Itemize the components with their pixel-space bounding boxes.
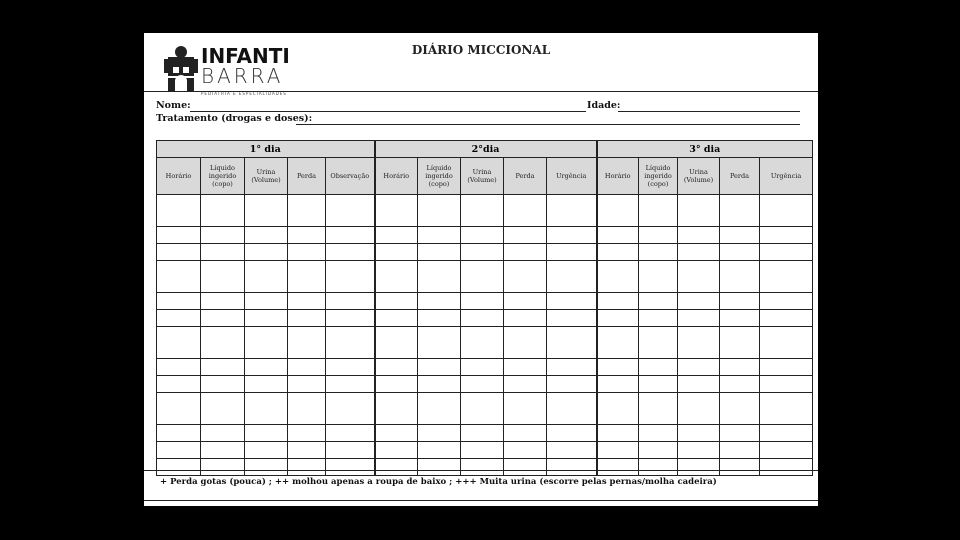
entry-cell[interactable] [461,393,504,425]
entry-cell[interactable] [245,293,288,310]
entry-cell[interactable] [326,359,375,376]
entry-cell[interactable] [418,261,461,293]
entry-cell[interactable] [504,425,547,442]
entry-cell[interactable] [760,310,813,327]
entry-cell[interactable] [597,327,639,359]
entry-cell[interactable] [461,425,504,442]
entry-cell[interactable] [375,195,418,227]
entry-cell[interactable] [639,261,678,293]
entry-cell[interactable] [597,442,639,459]
entry-cell[interactable] [597,261,639,293]
entry-cell[interactable] [288,244,326,261]
entry-cell[interactable] [326,227,375,244]
entry-cell[interactable] [288,459,326,476]
entry-cell[interactable] [375,327,418,359]
entry-cell[interactable] [597,425,639,442]
entry-cell[interactable] [461,459,504,476]
entry-cell[interactable] [639,442,678,459]
table-row [157,227,813,244]
entry-cell[interactable] [326,244,375,261]
entry-cell[interactable] [326,376,375,393]
entry-cell[interactable] [288,359,326,376]
entry-cell[interactable] [678,425,720,442]
table-row [157,425,813,442]
entry-cell[interactable] [245,442,288,459]
col-urgencia-d2: Urgência [547,158,597,195]
entry-cell[interactable] [597,310,639,327]
entry-cell[interactable] [597,459,639,476]
entry-cell[interactable] [547,244,597,261]
entry-cell[interactable] [504,227,547,244]
col-observacao-d1: Observação [326,158,375,195]
entry-cell[interactable] [157,442,201,459]
col-liquido-d1: Líquido ingerido (copo) [201,158,245,195]
entry-cell[interactable] [326,425,375,442]
entry-cell[interactable] [639,244,678,261]
entry-cell[interactable] [245,227,288,244]
entry-cell[interactable] [157,261,201,293]
entry-cell[interactable] [157,376,201,393]
entry-cell[interactable] [326,459,375,476]
entry-cell[interactable] [720,195,760,227]
entry-cell[interactable] [597,195,639,227]
entry-cell[interactable] [201,442,245,459]
entry-cell[interactable] [245,327,288,359]
entry-cell[interactable] [288,425,326,442]
miccional-table [156,140,813,476]
day1-header: 1° dia [157,141,375,158]
entry-cell[interactable] [678,327,720,359]
entry-cell[interactable] [157,327,201,359]
day2-header: 2°dia [375,141,597,158]
entry-cell[interactable] [504,359,547,376]
col-horario-d2: Horário [375,158,418,195]
table-row [157,261,813,293]
entry-cell[interactable] [639,359,678,376]
entry-cell[interactable] [245,359,288,376]
table-row [157,293,813,310]
entry-cell[interactable] [504,459,547,476]
document-page [144,33,818,506]
entry-cell[interactable] [418,425,461,442]
entry-cell[interactable] [201,261,245,293]
entry-cell[interactable] [461,244,504,261]
entry-cell[interactable] [245,244,288,261]
entry-cell[interactable] [504,376,547,393]
entry-cell[interactable] [201,195,245,227]
entry-cell[interactable] [288,442,326,459]
header-divider [144,91,818,92]
nome-label: Nome: [156,100,191,111]
entry-cell[interactable] [201,459,245,476]
entry-cell[interactable] [461,376,504,393]
entry-cell[interactable] [547,359,597,376]
entry-cell[interactable] [418,195,461,227]
entry-cell[interactable] [760,459,813,476]
tratamento-label: Tratamento (drogas e doses): [156,113,313,124]
logo-text-infanti: INFANTI [201,44,290,68]
col-perda-d2: Perda [504,158,547,195]
entry-cell[interactable] [547,310,597,327]
entry-cell[interactable] [720,359,760,376]
entry-cell[interactable] [639,227,678,244]
entry-cell[interactable] [461,442,504,459]
entry-cell[interactable] [760,327,813,359]
entry-cell[interactable] [418,310,461,327]
entry-cell[interactable] [201,310,245,327]
logo-text-barra: BARRA [201,64,284,88]
entry-cell[interactable] [245,261,288,293]
entry-cell[interactable] [547,459,597,476]
entry-cell[interactable] [418,459,461,476]
entry-cell[interactable] [375,393,418,425]
col-perda-d3: Perda [720,158,760,195]
table-row [157,376,813,393]
entry-cell[interactable] [597,227,639,244]
table-row [157,359,813,376]
entry-cell[interactable] [547,442,597,459]
document-title: DIÁRIO MICCIONAL [411,43,551,57]
entry-cell[interactable] [678,442,720,459]
idade-label: Idade: [587,100,621,111]
entry-cell[interactable] [678,459,720,476]
entry-cell[interactable] [597,293,639,310]
entry-cell[interactable] [678,195,720,227]
entry-cell[interactable] [245,425,288,442]
entry-cell[interactable] [157,227,201,244]
entry-cell[interactable] [375,244,418,261]
entry-cell[interactable] [720,227,760,244]
entry-cell[interactable] [678,393,720,425]
entry-cell[interactable] [326,393,375,425]
entry-cell[interactable] [418,227,461,244]
entry-cell[interactable] [597,359,639,376]
entry-cell[interactable] [245,195,288,227]
entry-cell[interactable] [461,195,504,227]
entry-cell[interactable] [418,393,461,425]
entry-cell[interactable] [201,393,245,425]
entry-cell[interactable] [504,310,547,327]
entry-cell[interactable] [597,376,639,393]
col-urgencia-d3: Urgência [760,158,813,195]
entry-cell[interactable] [547,425,597,442]
entry-cell[interactable] [245,376,288,393]
entry-cell[interactable] [760,244,813,261]
entry-cell[interactable] [547,376,597,393]
entry-cell[interactable] [760,425,813,442]
entry-cell[interactable] [245,393,288,425]
entry-cell[interactable] [326,293,375,310]
col-urina-d3: Urina (Volume) [678,158,720,195]
entry-cell[interactable] [418,359,461,376]
entry-cell[interactable] [720,376,760,393]
entry-cell[interactable] [639,195,678,227]
entry-cell[interactable] [418,327,461,359]
entry-cell[interactable] [245,459,288,476]
entry-cell[interactable] [418,293,461,310]
entry-cell[interactable] [547,327,597,359]
entry-cell[interactable] [288,261,326,293]
bottom-divider [144,500,818,501]
entry-cell[interactable] [461,310,504,327]
entry-cell[interactable] [201,244,245,261]
entry-cell[interactable] [201,425,245,442]
entry-cell[interactable] [288,293,326,310]
entry-cell[interactable] [461,327,504,359]
table-row [157,195,813,227]
entry-cell[interactable] [157,425,201,442]
entry-cell[interactable] [157,459,201,476]
entry-cell[interactable] [326,310,375,327]
col-horario-d3: Horário [597,158,639,195]
entry-cell[interactable] [418,376,461,393]
entry-cell[interactable] [597,244,639,261]
day3-header: 3° dia [597,141,813,158]
entry-cell[interactable] [375,425,418,442]
entry-cell[interactable] [720,310,760,327]
entry-cell[interactable] [375,261,418,293]
loss-legend: + Perda gotas (pouca) ; ++ molhou apenas a roupa de baixo ; +++ Muita urina (escorre pelas pernas/molha cadeira) [160,477,717,487]
entry-cell[interactable] [326,195,375,227]
entry-cell[interactable] [326,261,375,293]
entry-cell[interactable] [760,359,813,376]
col-perda-d1: Perda [288,158,326,195]
entry-cell[interactable] [288,227,326,244]
entry-cell[interactable] [504,327,547,359]
entry-cell[interactable] [720,393,760,425]
entry-cell[interactable] [760,261,813,293]
entry-cell[interactable] [720,327,760,359]
entry-cell[interactable] [375,293,418,310]
entry-cell[interactable] [375,359,418,376]
table-row [157,244,813,261]
entry-cell[interactable] [760,442,813,459]
entry-cell[interactable] [678,261,720,293]
entry-cell[interactable] [157,310,201,327]
entry-cell[interactable] [504,244,547,261]
entry-cell[interactable] [461,359,504,376]
entry-cell[interactable] [461,227,504,244]
entry-cell[interactable] [504,261,547,293]
entry-cell[interactable] [639,327,678,359]
entry-cell[interactable] [760,195,813,227]
table-row [157,459,813,476]
col-liquido-d3: Líquido ingerido (copo) [639,158,678,195]
entry-cell[interactable] [157,244,201,261]
entry-cell[interactable] [418,244,461,261]
entry-cell[interactable] [547,261,597,293]
entry-cell[interactable] [678,310,720,327]
entry-cell[interactable] [720,293,760,310]
entry-cell[interactable] [504,195,547,227]
entry-cell[interactable] [547,393,597,425]
entry-cell[interactable] [245,310,288,327]
entry-cell[interactable] [375,376,418,393]
table-row [157,393,813,425]
entry-cell[interactable] [201,327,245,359]
entry-cell[interactable] [288,327,326,359]
entry-cell[interactable] [326,327,375,359]
entry-cell[interactable] [639,310,678,327]
entry-cell[interactable] [720,442,760,459]
entry-cell[interactable] [720,425,760,442]
entry-cell[interactable] [504,393,547,425]
entry-cell[interactable] [201,359,245,376]
entry-cell[interactable] [597,393,639,425]
nome-field[interactable] [190,111,586,112]
table-row [157,442,813,459]
entry-cell[interactable] [678,359,720,376]
entry-cell[interactable] [760,376,813,393]
entry-cell[interactable] [157,359,201,376]
entry-cell[interactable] [375,442,418,459]
entry-cell[interactable] [201,376,245,393]
entry-cell[interactable] [375,459,418,476]
entry-cell[interactable] [760,293,813,310]
entry-cell[interactable] [288,393,326,425]
entry-cell[interactable] [547,293,597,310]
entry-cell[interactable] [720,261,760,293]
entry-cell[interactable] [504,293,547,310]
entry-cell[interactable] [418,442,461,459]
idade-field[interactable] [618,111,800,112]
tratamento-field[interactable] [296,124,800,125]
col-urina-d2: Urina (Volume) [461,158,504,195]
entry-cell[interactable] [760,227,813,244]
entry-cell[interactable] [201,293,245,310]
entry-cell[interactable] [678,376,720,393]
table-row [157,327,813,359]
entry-cell[interactable] [639,393,678,425]
entry-cell[interactable] [461,293,504,310]
col-liquido-d2: Líquido ingerido (copo) [418,158,461,195]
entry-cell[interactable] [157,195,201,227]
entry-cell[interactable] [157,293,201,310]
entry-cell[interactable] [720,244,760,261]
entry-cell[interactable] [288,310,326,327]
entry-cell[interactable] [288,376,326,393]
entry-cell[interactable] [461,261,504,293]
entry-cell[interactable] [639,293,678,310]
entry-cell[interactable] [639,425,678,442]
entry-cell[interactable] [288,195,326,227]
entry-cell[interactable] [678,244,720,261]
entry-cell[interactable] [375,310,418,327]
entry-cell[interactable] [720,459,760,476]
entry-cell[interactable] [326,442,375,459]
entry-cell[interactable] [157,393,201,425]
footer-divider [144,470,818,471]
entry-cell[interactable] [375,227,418,244]
entry-cell[interactable] [639,459,678,476]
col-urina-d1: Urina (Volume) [245,158,288,195]
entry-cell[interactable] [201,227,245,244]
entry-cell[interactable] [678,227,720,244]
entry-cell[interactable] [504,442,547,459]
table-row [157,310,813,327]
entry-cell[interactable] [639,376,678,393]
entry-cell[interactable] [760,393,813,425]
logo-tagline: PEDIATRIA E ESPECIALIDADES [201,91,287,96]
entry-cell[interactable] [678,293,720,310]
entry-cell[interactable] [547,195,597,227]
col-horario-d1: Horário [157,158,201,195]
entry-cell[interactable] [547,227,597,244]
